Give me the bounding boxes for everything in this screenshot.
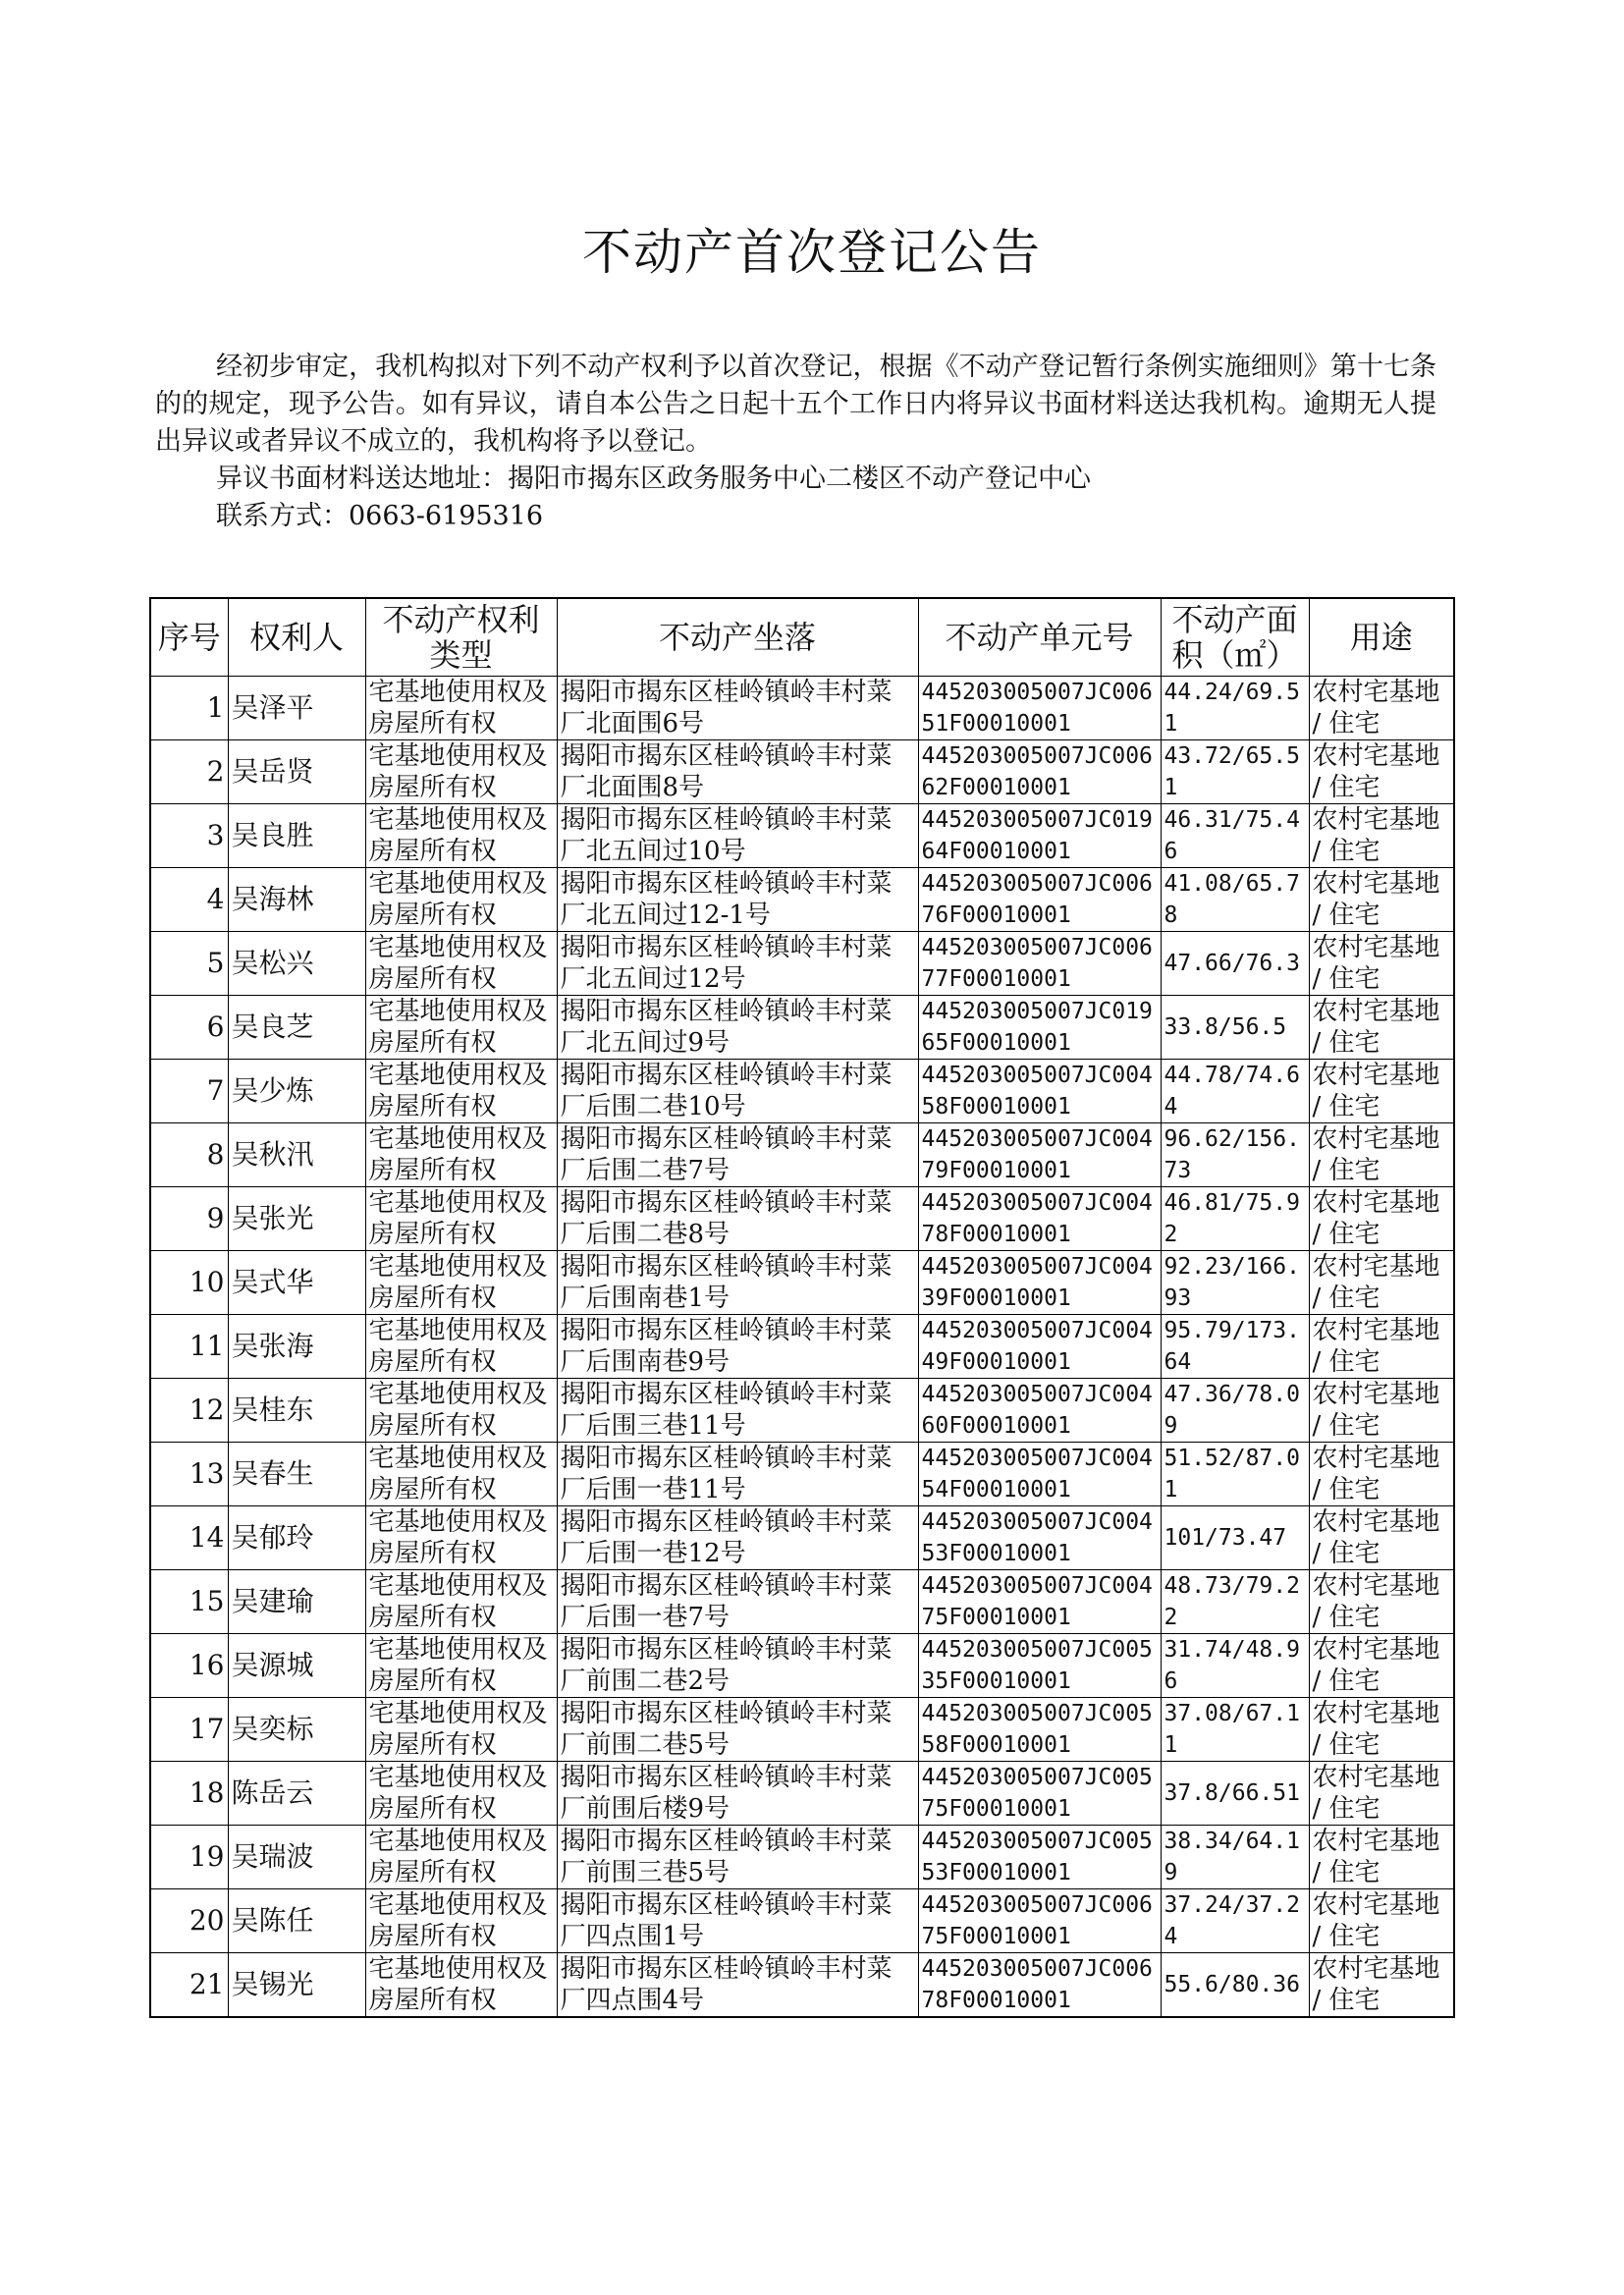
- header-owner: 权利人: [228, 598, 365, 677]
- registration-table: [149, 597, 1455, 2018]
- cell-unit-number: 445203005007JC00553F00010001: [918, 1826, 1161, 1889]
- cell-right-type: 宅基地使用权及房屋所有权: [365, 1060, 557, 1123]
- cell-location: 揭阳市揭东区桂岭镇岭丰村菜厂北五间过9号: [557, 996, 918, 1060]
- cell-unit-number: 445203005007JC01964F00010001: [918, 804, 1161, 868]
- header-area: 不动产面积（㎡）: [1161, 598, 1309, 677]
- cell-unit-number: 445203005007JC00676F00010001: [918, 868, 1161, 932]
- cell-seq: 12: [150, 1379, 228, 1443]
- cell-area: 95.79/173.64: [1161, 1315, 1309, 1379]
- cell-use: 农村宅基地 / 住宅: [1309, 932, 1454, 996]
- cell-owner: 吴良芝: [228, 996, 365, 1060]
- cell-owner: 吴春生: [228, 1443, 365, 1506]
- cell-owner: 吴岳贤: [228, 740, 365, 804]
- table-row: [150, 1187, 1454, 1251]
- contact-info: 联系方式：0663-6195316: [216, 501, 544, 531]
- cell-area: 37.8/66.51: [1161, 1762, 1309, 1826]
- cell-location: 揭阳市揭东区桂岭镇岭丰村菜厂后围南巷1号: [557, 1251, 918, 1315]
- cell-location: 揭阳市揭东区桂岭镇岭丰村菜厂后围二巷7号: [557, 1123, 918, 1187]
- page-title: 不动产首次登记公告: [582, 224, 1042, 281]
- cell-right-type: 宅基地使用权及房屋所有权: [365, 1570, 557, 1634]
- cell-use: 农村宅基地 / 住宅: [1309, 1379, 1454, 1443]
- header-right-type: 不动产权利类型: [365, 598, 557, 677]
- cell-use: 农村宅基地 / 住宅: [1309, 1060, 1454, 1123]
- cell-location: 揭阳市揭东区桂岭镇岭丰村菜厂后围南巷9号: [557, 1315, 918, 1379]
- cell-area: 31.74/48.96: [1161, 1634, 1309, 1698]
- cell-area: 47.36/78.09: [1161, 1379, 1309, 1443]
- cell-seq: 21: [150, 1953, 228, 2018]
- cell-right-type: 宅基地使用权及房屋所有权: [365, 1953, 557, 2018]
- cell-unit-number: 445203005007JC00453F00010001: [918, 1506, 1161, 1570]
- cell-right-type: 宅基地使用权及房屋所有权: [365, 740, 557, 804]
- cell-location: 揭阳市揭东区桂岭镇岭丰村菜厂四点围4号: [557, 1953, 918, 2018]
- table-row: [150, 1379, 1454, 1443]
- cell-location: 揭阳市揭东区桂岭镇岭丰村菜厂前围二巷2号: [557, 1634, 918, 1698]
- cell-use: 农村宅基地 / 住宅: [1309, 1698, 1454, 1762]
- cell-right-type: 宅基地使用权及房屋所有权: [365, 1826, 557, 1889]
- cell-unit-number: 445203005007JC01965F00010001: [918, 996, 1161, 1060]
- cell-location: 揭阳市揭东区桂岭镇岭丰村菜厂后围二巷8号: [557, 1187, 918, 1251]
- cell-use: 农村宅基地 / 住宅: [1309, 677, 1454, 740]
- cell-use: 农村宅基地 / 住宅: [1309, 1315, 1454, 1379]
- cell-seq: 5: [150, 932, 228, 996]
- cell-unit-number: 445203005007JC00454F00010001: [918, 1443, 1161, 1506]
- header-use: 用途: [1309, 598, 1454, 677]
- cell-location: 揭阳市揭东区桂岭镇岭丰村菜厂后围一巷11号: [557, 1443, 918, 1506]
- cell-location: 揭阳市揭东区桂岭镇岭丰村菜厂北面围8号: [557, 740, 918, 804]
- cell-use: 农村宅基地 / 住宅: [1309, 1570, 1454, 1634]
- table-row: [150, 1634, 1454, 1698]
- cell-unit-number: 445203005007JC00651F00010001: [918, 677, 1161, 740]
- cell-unit-number: 445203005007JC00558F00010001: [918, 1698, 1161, 1762]
- cell-unit-number: 445203005007JC00675F00010001: [918, 1889, 1161, 1953]
- cell-area: 48.73/79.22: [1161, 1570, 1309, 1634]
- cell-seq: 15: [150, 1570, 228, 1634]
- table-row: [150, 1251, 1454, 1315]
- cell-use: 农村宅基地 / 住宅: [1309, 1762, 1454, 1826]
- cell-seq: 16: [150, 1634, 228, 1698]
- cell-location: 揭阳市揭东区桂岭镇岭丰村菜厂后围一巷12号: [557, 1506, 918, 1570]
- table-row: [150, 1826, 1454, 1889]
- table-row: [150, 1698, 1454, 1762]
- intro-block: [155, 349, 1436, 535]
- cell-owner: 吴张海: [228, 1315, 365, 1379]
- intro-paragraph: 经初步审定，我机构拟对下列不动产权利予以首次登记，根据《不动产登记暂行条例实施细则》第十七条的的规定，现予公告。如有异议，请自本公告之日起十五个工作日内将异议书面材料送达我机构。逾期无人提出异议或者异议不成立的，我机构将予以登记。: [155, 352, 1436, 457]
- table-row: [150, 1889, 1454, 1953]
- cell-use: 农村宅基地 / 住宅: [1309, 1506, 1454, 1570]
- cell-seq: 8: [150, 1123, 228, 1187]
- cell-location: 揭阳市揭东区桂岭镇岭丰村菜厂后围二巷10号: [557, 1060, 918, 1123]
- cell-use: 农村宅基地 / 住宅: [1309, 1187, 1454, 1251]
- cell-location: 揭阳市揭东区桂岭镇岭丰村菜厂北面围6号: [557, 677, 918, 740]
- cell-area: 44.78/74.64: [1161, 1060, 1309, 1123]
- cell-area: 101/73.47: [1161, 1506, 1309, 1570]
- cell-right-type: 宅基地使用权及房屋所有权: [365, 1379, 557, 1443]
- cell-right-type: 宅基地使用权及房屋所有权: [365, 1762, 557, 1826]
- cell-owner: 吴奕标: [228, 1698, 365, 1762]
- cell-area: 92.23/166.93: [1161, 1251, 1309, 1315]
- cell-area: 37.08/67.11: [1161, 1698, 1309, 1762]
- cell-use: 农村宅基地 / 住宅: [1309, 804, 1454, 868]
- cell-seq: 17: [150, 1698, 228, 1762]
- cell-unit-number: 445203005007JC00439F00010001: [918, 1251, 1161, 1315]
- cell-right-type: 宅基地使用权及房屋所有权: [365, 677, 557, 740]
- cell-seq: 11: [150, 1315, 228, 1379]
- cell-right-type: 宅基地使用权及房屋所有权: [365, 1634, 557, 1698]
- cell-location: 揭阳市揭东区桂岭镇岭丰村菜厂北五间过12号: [557, 932, 918, 996]
- cell-use: 农村宅基地 / 住宅: [1309, 996, 1454, 1060]
- cell-use: 农村宅基地 / 住宅: [1309, 1634, 1454, 1698]
- cell-location: 揭阳市揭东区桂岭镇岭丰村菜厂后围一巷7号: [557, 1570, 918, 1634]
- cell-seq: 2: [150, 740, 228, 804]
- cell-owner: 吴郁玲: [228, 1506, 365, 1570]
- objection-address: 异议书面材料送达地址：揭阳市揭东区政务服务中心二楼区不动产登记中心: [216, 464, 1091, 494]
- cell-area: 47.66/76.3: [1161, 932, 1309, 996]
- cell-right-type: 宅基地使用权及房屋所有权: [365, 804, 557, 868]
- cell-area: 46.81/75.92: [1161, 1187, 1309, 1251]
- cell-seq: 1: [150, 677, 228, 740]
- cell-seq: 14: [150, 1506, 228, 1570]
- cell-right-type: 宅基地使用权及房屋所有权: [365, 1315, 557, 1379]
- cell-right-type: 宅基地使用权及房屋所有权: [365, 1889, 557, 1953]
- cell-use: 农村宅基地 / 住宅: [1309, 1251, 1454, 1315]
- cell-right-type: 宅基地使用权及房屋所有权: [365, 1443, 557, 1506]
- cell-area: 51.52/87.01: [1161, 1443, 1309, 1506]
- cell-owner: 吴张光: [228, 1187, 365, 1251]
- cell-right-type: 宅基地使用权及房屋所有权: [365, 868, 557, 932]
- cell-use: 农村宅基地 / 住宅: [1309, 740, 1454, 804]
- cell-location: 揭阳市揭东区桂岭镇岭丰村菜厂四点围1号: [557, 1889, 918, 1953]
- table-row: [150, 1953, 1454, 2018]
- cell-owner: 吴少炼: [228, 1060, 365, 1123]
- cell-owner: 吴建瑜: [228, 1570, 365, 1634]
- cell-right-type: 宅基地使用权及房屋所有权: [365, 1506, 557, 1570]
- cell-unit-number: 445203005007JC00475F00010001: [918, 1570, 1161, 1634]
- cell-owner: 吴海林: [228, 868, 365, 932]
- cell-right-type: 宅基地使用权及房屋所有权: [365, 1187, 557, 1251]
- table-row: [150, 677, 1454, 740]
- cell-area: 33.8/56.5: [1161, 996, 1309, 1060]
- cell-owner: 陈岳云: [228, 1762, 365, 1826]
- table-row: [150, 868, 1454, 932]
- cell-location: 揭阳市揭东区桂岭镇岭丰村菜厂前围后楼9号: [557, 1762, 918, 1826]
- cell-location: 揭阳市揭东区桂岭镇岭丰村菜厂北五间过12-1号: [557, 868, 918, 932]
- cell-owner: 吴瑞波: [228, 1826, 365, 1889]
- table-row: [150, 996, 1454, 1060]
- cell-right-type: 宅基地使用权及房屋所有权: [365, 1251, 557, 1315]
- table-row: [150, 1506, 1454, 1570]
- cell-area: 46.31/75.46: [1161, 804, 1309, 868]
- cell-seq: 13: [150, 1443, 228, 1506]
- cell-seq: 19: [150, 1826, 228, 1889]
- cell-owner: 吴秋汛: [228, 1123, 365, 1187]
- table-row: [150, 1443, 1454, 1506]
- cell-unit-number: 445203005007JC00677F00010001: [918, 932, 1161, 996]
- cell-use: 农村宅基地 / 住宅: [1309, 1123, 1454, 1187]
- cell-unit-number: 445203005007JC00478F00010001: [918, 1187, 1161, 1251]
- table-row: [150, 1570, 1454, 1634]
- cell-owner: 吴锡光: [228, 1953, 365, 2018]
- cell-use: 农村宅基地 / 住宅: [1309, 1889, 1454, 1953]
- cell-owner: 吴式华: [228, 1251, 365, 1315]
- cell-area: 43.72/65.51: [1161, 740, 1309, 804]
- cell-seq: 9: [150, 1187, 228, 1251]
- cell-unit-number: 445203005007JC00575F00010001: [918, 1762, 1161, 1826]
- cell-seq: 18: [150, 1762, 228, 1826]
- table-row: [150, 1762, 1454, 1826]
- cell-owner: 吴泽平: [228, 677, 365, 740]
- cell-owner: 吴良胜: [228, 804, 365, 868]
- table-row: [150, 740, 1454, 804]
- cell-use: 农村宅基地 / 住宅: [1309, 1826, 1454, 1889]
- cell-right-type: 宅基地使用权及房屋所有权: [365, 1698, 557, 1762]
- cell-unit-number: 445203005007JC00458F00010001: [918, 1060, 1161, 1123]
- cell-area: 41.08/65.78: [1161, 868, 1309, 932]
- table-row: [150, 1123, 1454, 1187]
- cell-owner: 吴松兴: [228, 932, 365, 996]
- cell-owner: 吴陈任: [228, 1889, 365, 1953]
- cell-seq: 3: [150, 804, 228, 868]
- cell-area: 38.34/64.19: [1161, 1826, 1309, 1889]
- cell-seq: 7: [150, 1060, 228, 1123]
- cell-right-type: 宅基地使用权及房屋所有权: [365, 1123, 557, 1187]
- cell-seq: 4: [150, 868, 228, 932]
- cell-unit-number: 445203005007JC00662F00010001: [918, 740, 1161, 804]
- cell-unit-number: 445203005007JC00460F00010001: [918, 1379, 1161, 1443]
- header-location: 不动产坐落: [557, 598, 918, 677]
- cell-location: 揭阳市揭东区桂岭镇岭丰村菜厂前围三巷5号: [557, 1826, 918, 1889]
- table-row: [150, 804, 1454, 868]
- cell-use: 农村宅基地 / 住宅: [1309, 868, 1454, 932]
- cell-area: 55.6/80.36: [1161, 1953, 1309, 2018]
- table-row: [150, 932, 1454, 996]
- cell-right-type: 宅基地使用权及房屋所有权: [365, 932, 557, 996]
- cell-area: 37.24/37.24: [1161, 1889, 1309, 1953]
- cell-use: 农村宅基地 / 住宅: [1309, 1953, 1454, 2018]
- cell-unit-number: 445203005007JC00535F00010001: [918, 1634, 1161, 1698]
- cell-location: 揭阳市揭东区桂岭镇岭丰村菜厂北五间过10号: [557, 804, 918, 868]
- header-unit-number: 不动产单元号: [918, 598, 1161, 677]
- table-row: [150, 1315, 1454, 1379]
- cell-unit-number: 445203005007JC00479F00010001: [918, 1123, 1161, 1187]
- cell-owner: 吴桂东: [228, 1379, 365, 1443]
- cell-seq: 6: [150, 996, 228, 1060]
- cell-location: 揭阳市揭东区桂岭镇岭丰村菜厂后围三巷11号: [557, 1379, 918, 1443]
- cell-right-type: 宅基地使用权及房屋所有权: [365, 996, 557, 1060]
- table-header-row: [150, 598, 1454, 677]
- cell-use: 农村宅基地 / 住宅: [1309, 1443, 1454, 1506]
- cell-unit-number: 445203005007JC00449F00010001: [918, 1315, 1161, 1379]
- cell-seq: 20: [150, 1889, 228, 1953]
- cell-location: 揭阳市揭东区桂岭镇岭丰村菜厂前围二巷5号: [557, 1698, 918, 1762]
- table-row: [150, 1060, 1454, 1123]
- cell-seq: 10: [150, 1251, 228, 1315]
- cell-owner: 吴源城: [228, 1634, 365, 1698]
- cell-area: 96.62/156.73: [1161, 1123, 1309, 1187]
- cell-unit-number: 445203005007JC00678F00010001: [918, 1953, 1161, 2018]
- cell-area: 44.24/69.51: [1161, 677, 1309, 740]
- header-seq: 序号: [150, 598, 228, 677]
